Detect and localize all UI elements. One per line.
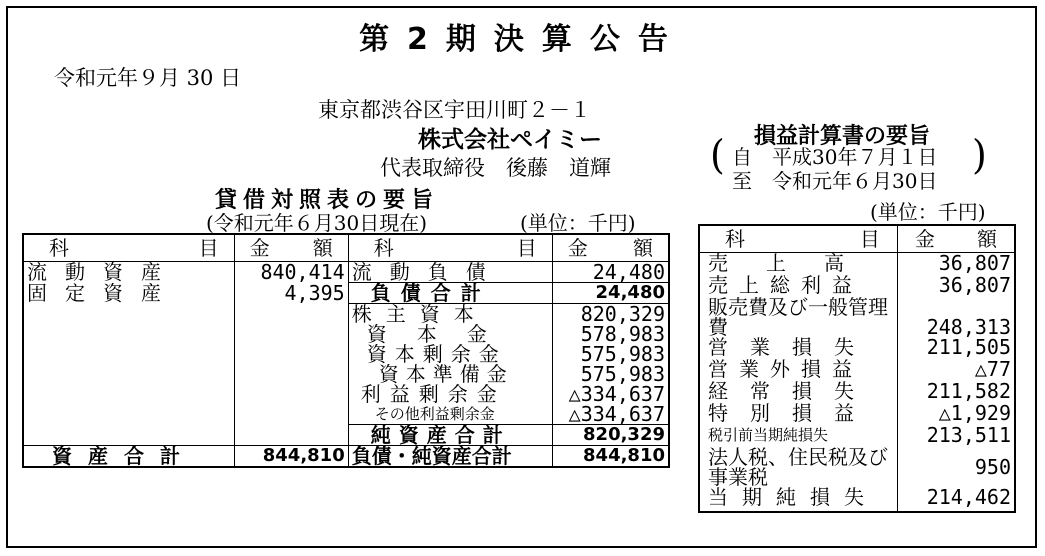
liab-value: 578,983: [580, 322, 665, 346]
bs-header-row: [23, 234, 669, 262]
liab-label: 資本剰余金: [348, 344, 552, 364]
pl-header-row: [699, 225, 1015, 253]
balance-sheet-table: [22, 233, 670, 468]
bs-header-amount-2: 額: [312, 236, 333, 260]
pl-label: 販売費及び一般管理費: [699, 297, 897, 337]
bs-as-of: (令和元年６月30日現在): [206, 211, 428, 235]
pl-value: 213,511: [926, 423, 1011, 447]
liab-total-value: 844,810: [552, 446, 669, 468]
period-from-label: 自: [732, 145, 752, 169]
table-row: [699, 275, 1015, 297]
period-close-paren: ): [972, 131, 987, 179]
bs-header-account-1: 科: [49, 236, 69, 260]
pl-unit: (単位：千円): [870, 200, 986, 224]
table-row: [23, 304, 669, 325]
liab-label: 資本準備金: [348, 364, 552, 384]
bs-header-amount-1: 金: [249, 236, 270, 260]
pl-value: △77: [974, 357, 1011, 381]
liab-value: 575,983: [580, 342, 665, 366]
pl-header-amount-2: 額: [977, 227, 997, 251]
representative: 代表取締役 後藤 道輝: [380, 156, 611, 180]
table-row: [699, 337, 1015, 359]
company-address: 東京都渋谷区宇田川町２－１: [318, 98, 591, 122]
pl-value: 950: [974, 455, 1011, 479]
table-row: [699, 297, 1015, 337]
income-statement-table: [698, 224, 1016, 513]
notice-title: 第2期決算公告: [359, 22, 686, 57]
pl-header-amount-1: 金: [914, 227, 935, 251]
company-name: 株式会社ペイミー: [418, 127, 602, 153]
pl-label: 経常損失: [699, 381, 897, 403]
table-row: [23, 404, 669, 425]
pl-value: △1,929: [938, 401, 1011, 425]
pl-label: 特別損益: [699, 403, 897, 425]
period-to-label: 至: [732, 169, 752, 193]
liab-label: 利益剰余金: [348, 384, 552, 404]
assets-total-label: 資産合計: [23, 446, 234, 468]
period-open-paren: (: [710, 131, 725, 179]
table-row: [23, 425, 669, 446]
asset-value: 840,414: [234, 262, 348, 283]
bs-header-amount-3: 金: [567, 236, 588, 260]
table-row: [23, 384, 669, 404]
table-row: [23, 324, 669, 344]
liab-value: 820,329: [552, 425, 669, 446]
pl-label: 法人税、住民税及び事業税: [699, 447, 897, 487]
period-to: 令和元年６月30日: [772, 169, 938, 193]
liab-total-label: 負債・純資産合計: [348, 446, 552, 468]
pl-title: 損益計算書の要旨: [754, 124, 931, 149]
bs-header-account-3: 科: [373, 236, 394, 260]
table-row: [23, 344, 669, 364]
bs-header-account-4: 目: [516, 236, 537, 260]
pl-label: 税引前当期純損失: [699, 425, 897, 447]
period-from: 平成30年７月１日: [772, 145, 938, 169]
notice-date: 令和元年９月 30 日: [54, 66, 242, 90]
pl-label: 当期純損失: [699, 487, 897, 512]
table-row: [699, 403, 1015, 425]
pl-label: 売上総利益: [699, 275, 897, 297]
liab-value: 24,480: [552, 283, 669, 304]
pl-label: 売上高: [699, 253, 897, 276]
liab-value: 575,983: [580, 362, 665, 386]
liab-label: 株主資本: [348, 304, 552, 325]
pl-label: 営業外損益: [699, 359, 897, 381]
liab-label: 負債合計: [348, 283, 552, 304]
asset-value: 4,395: [234, 283, 348, 304]
pl-header-account-2: 目: [859, 227, 880, 251]
pl-value: 248,313: [926, 315, 1011, 339]
table-row: [699, 381, 1015, 403]
table-row: [699, 447, 1015, 487]
bs-unit: (単位：千円): [520, 211, 636, 235]
pl-value: 36,807: [938, 251, 1011, 275]
table-row: [23, 283, 669, 304]
liab-label: 純資産合計: [348, 425, 552, 446]
bs-header-amount-4: 額: [633, 236, 653, 260]
liab-label: 流動負債: [348, 262, 552, 283]
liab-label: 資本金: [348, 324, 552, 344]
pl-value: 211,505: [926, 335, 1011, 359]
pl-value: 211,582: [926, 379, 1011, 403]
table-row: [23, 262, 669, 283]
bs-header-account-2: 目: [198, 236, 219, 260]
liab-value: 24,480: [592, 260, 665, 284]
liab-value: △334,637: [568, 382, 665, 406]
table-row: [699, 253, 1015, 276]
asset-label: 流動資産: [23, 262, 234, 283]
pl-value: 36,807: [938, 273, 1011, 297]
bs-total-row: [23, 446, 669, 468]
table-row: [699, 487, 1015, 512]
bs-title: 貸借対照表の要旨: [215, 188, 440, 213]
table-row: [699, 425, 1015, 447]
assets-total-value: 844,810: [234, 446, 348, 468]
pl-label: 営業損失: [699, 337, 897, 359]
liab-label: その他利益剰余金: [348, 404, 552, 425]
pl-header-account-1: 科: [725, 227, 745, 251]
liab-value: 820,329: [552, 304, 669, 325]
table-row: [699, 359, 1015, 381]
table-row: [23, 364, 669, 384]
pl-value: 214,462: [926, 485, 1011, 509]
liab-value: △334,637: [568, 402, 665, 426]
asset-label: 固定資産: [23, 283, 234, 304]
